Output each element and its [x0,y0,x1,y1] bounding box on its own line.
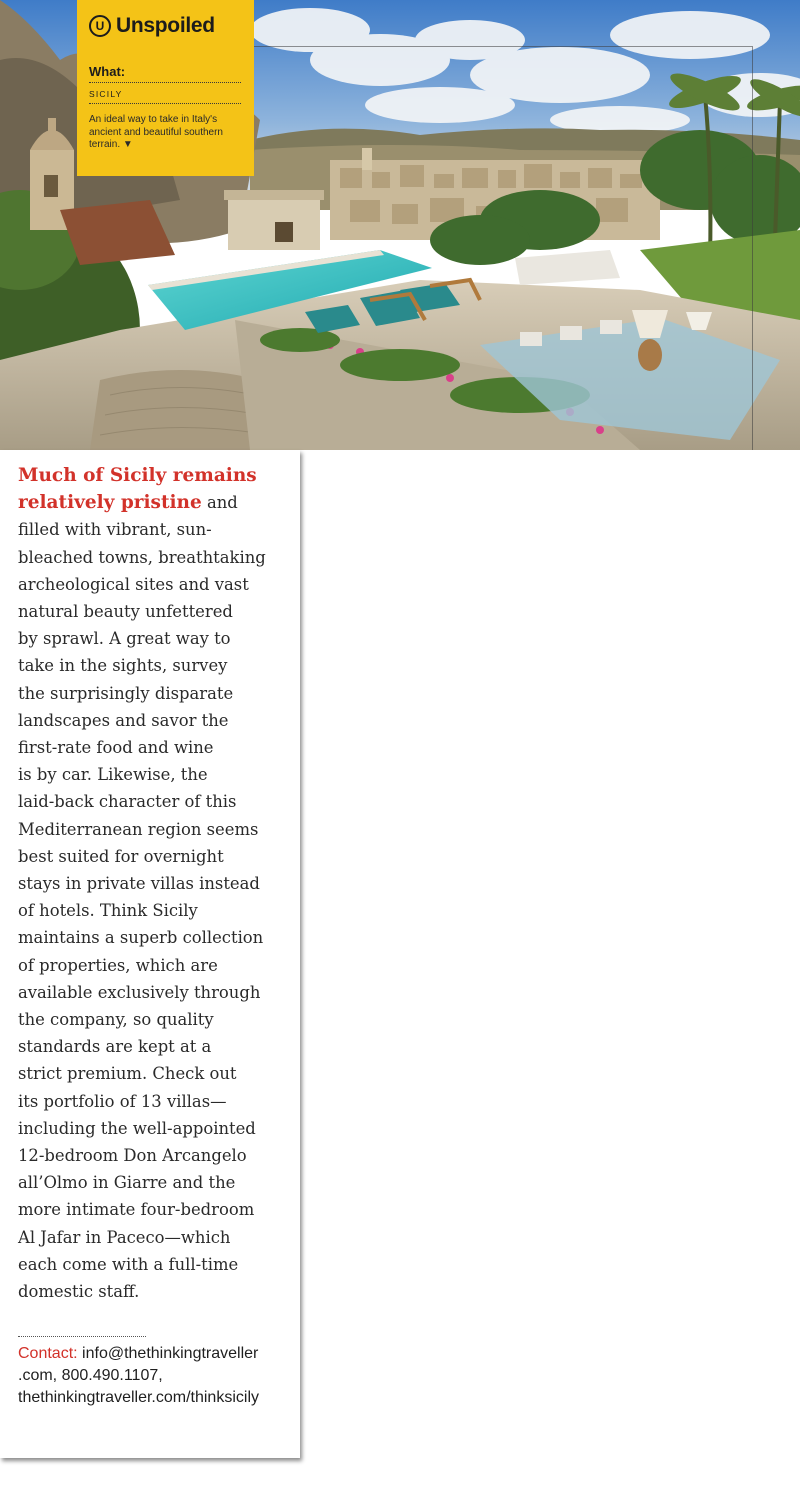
article-line: bleached towns, breathtaking [18,547,266,567]
article-line: take in the sights, survey [18,656,228,676]
contact-line [18,1343,300,1365]
article-line: more intimate four-bedroom [18,1200,255,1220]
tag-logo [89,14,215,38]
article-line: of hotels. Think Sicily [18,901,198,921]
photo-frame-line-vertical [752,46,753,450]
what-value: SICILY [89,89,123,99]
article-line: of properties, which are [18,955,218,975]
article-line: 12-bedroom Don Arcangelo [18,1146,247,1166]
article-line: archeological sites and vast [18,574,249,594]
article-line: natural beauty unfettered [18,602,233,622]
article-line: the surprisingly disparate [18,683,234,703]
article-line: by sprawl. A great way to [18,629,231,649]
unspoiled-tag [77,0,254,176]
what-description: An ideal way to take in Italy's ancient and beautiful southern terrain. ▼ [89,114,223,150]
article-line: strict premium. Check out [18,1064,237,1084]
article-line: the company, so quality [18,1010,214,1030]
article-line: landscapes and savor the [18,710,229,730]
article-line: laid-back character of this [18,792,237,812]
article-line [18,489,300,516]
tag-brand: Unspoiled [116,14,215,37]
article-lead: Much of Sicily remains [18,465,257,486]
article-text: and [201,493,238,513]
article-line: stays in private villas instead [18,874,260,894]
what-label: What: [89,64,126,79]
dotted-divider [89,103,241,104]
article-line: best suited for overnight [18,846,224,866]
article-line: available exclusively through [18,982,261,1002]
article-line: Al Jafar in Paceco—which [18,1227,231,1247]
u-badge-icon: U [89,15,111,37]
article-lead: relatively pristine [18,492,202,514]
article-line: its portfolio of 13 villas— [18,1091,227,1111]
contact-line: .com, 800.490.1107, [18,1367,163,1384]
article-line: first-rate food and wine [18,738,214,758]
article-line: is by car. Likewise, the [18,765,208,785]
contact-label: Contact: [18,1345,78,1362]
photo-frame-line [254,46,752,47]
article-line: including the well-appointed [18,1118,256,1138]
article-line: all’Olmo in Giarre and the [18,1173,236,1193]
article-line: each come with a full-time [18,1254,239,1274]
contact-block [18,1343,300,1409]
contact-website[interactable]: thethinkingtraveller.com/thinksicily [18,1389,259,1406]
contact-divider [18,1336,146,1337]
article-line: domestic staff. [18,1282,140,1302]
article-line: maintains a superb collection [18,928,264,948]
article-body [18,462,300,1305]
dotted-divider [89,82,241,83]
article-line: Mediterranean region seems [18,819,259,839]
contact-email[interactable]: info@thethinkingtraveller [77,1345,259,1362]
article-line: filled with vibrant, sun- [18,520,212,540]
article-line [18,462,300,489]
article-line: standards are kept at a [18,1037,212,1057]
